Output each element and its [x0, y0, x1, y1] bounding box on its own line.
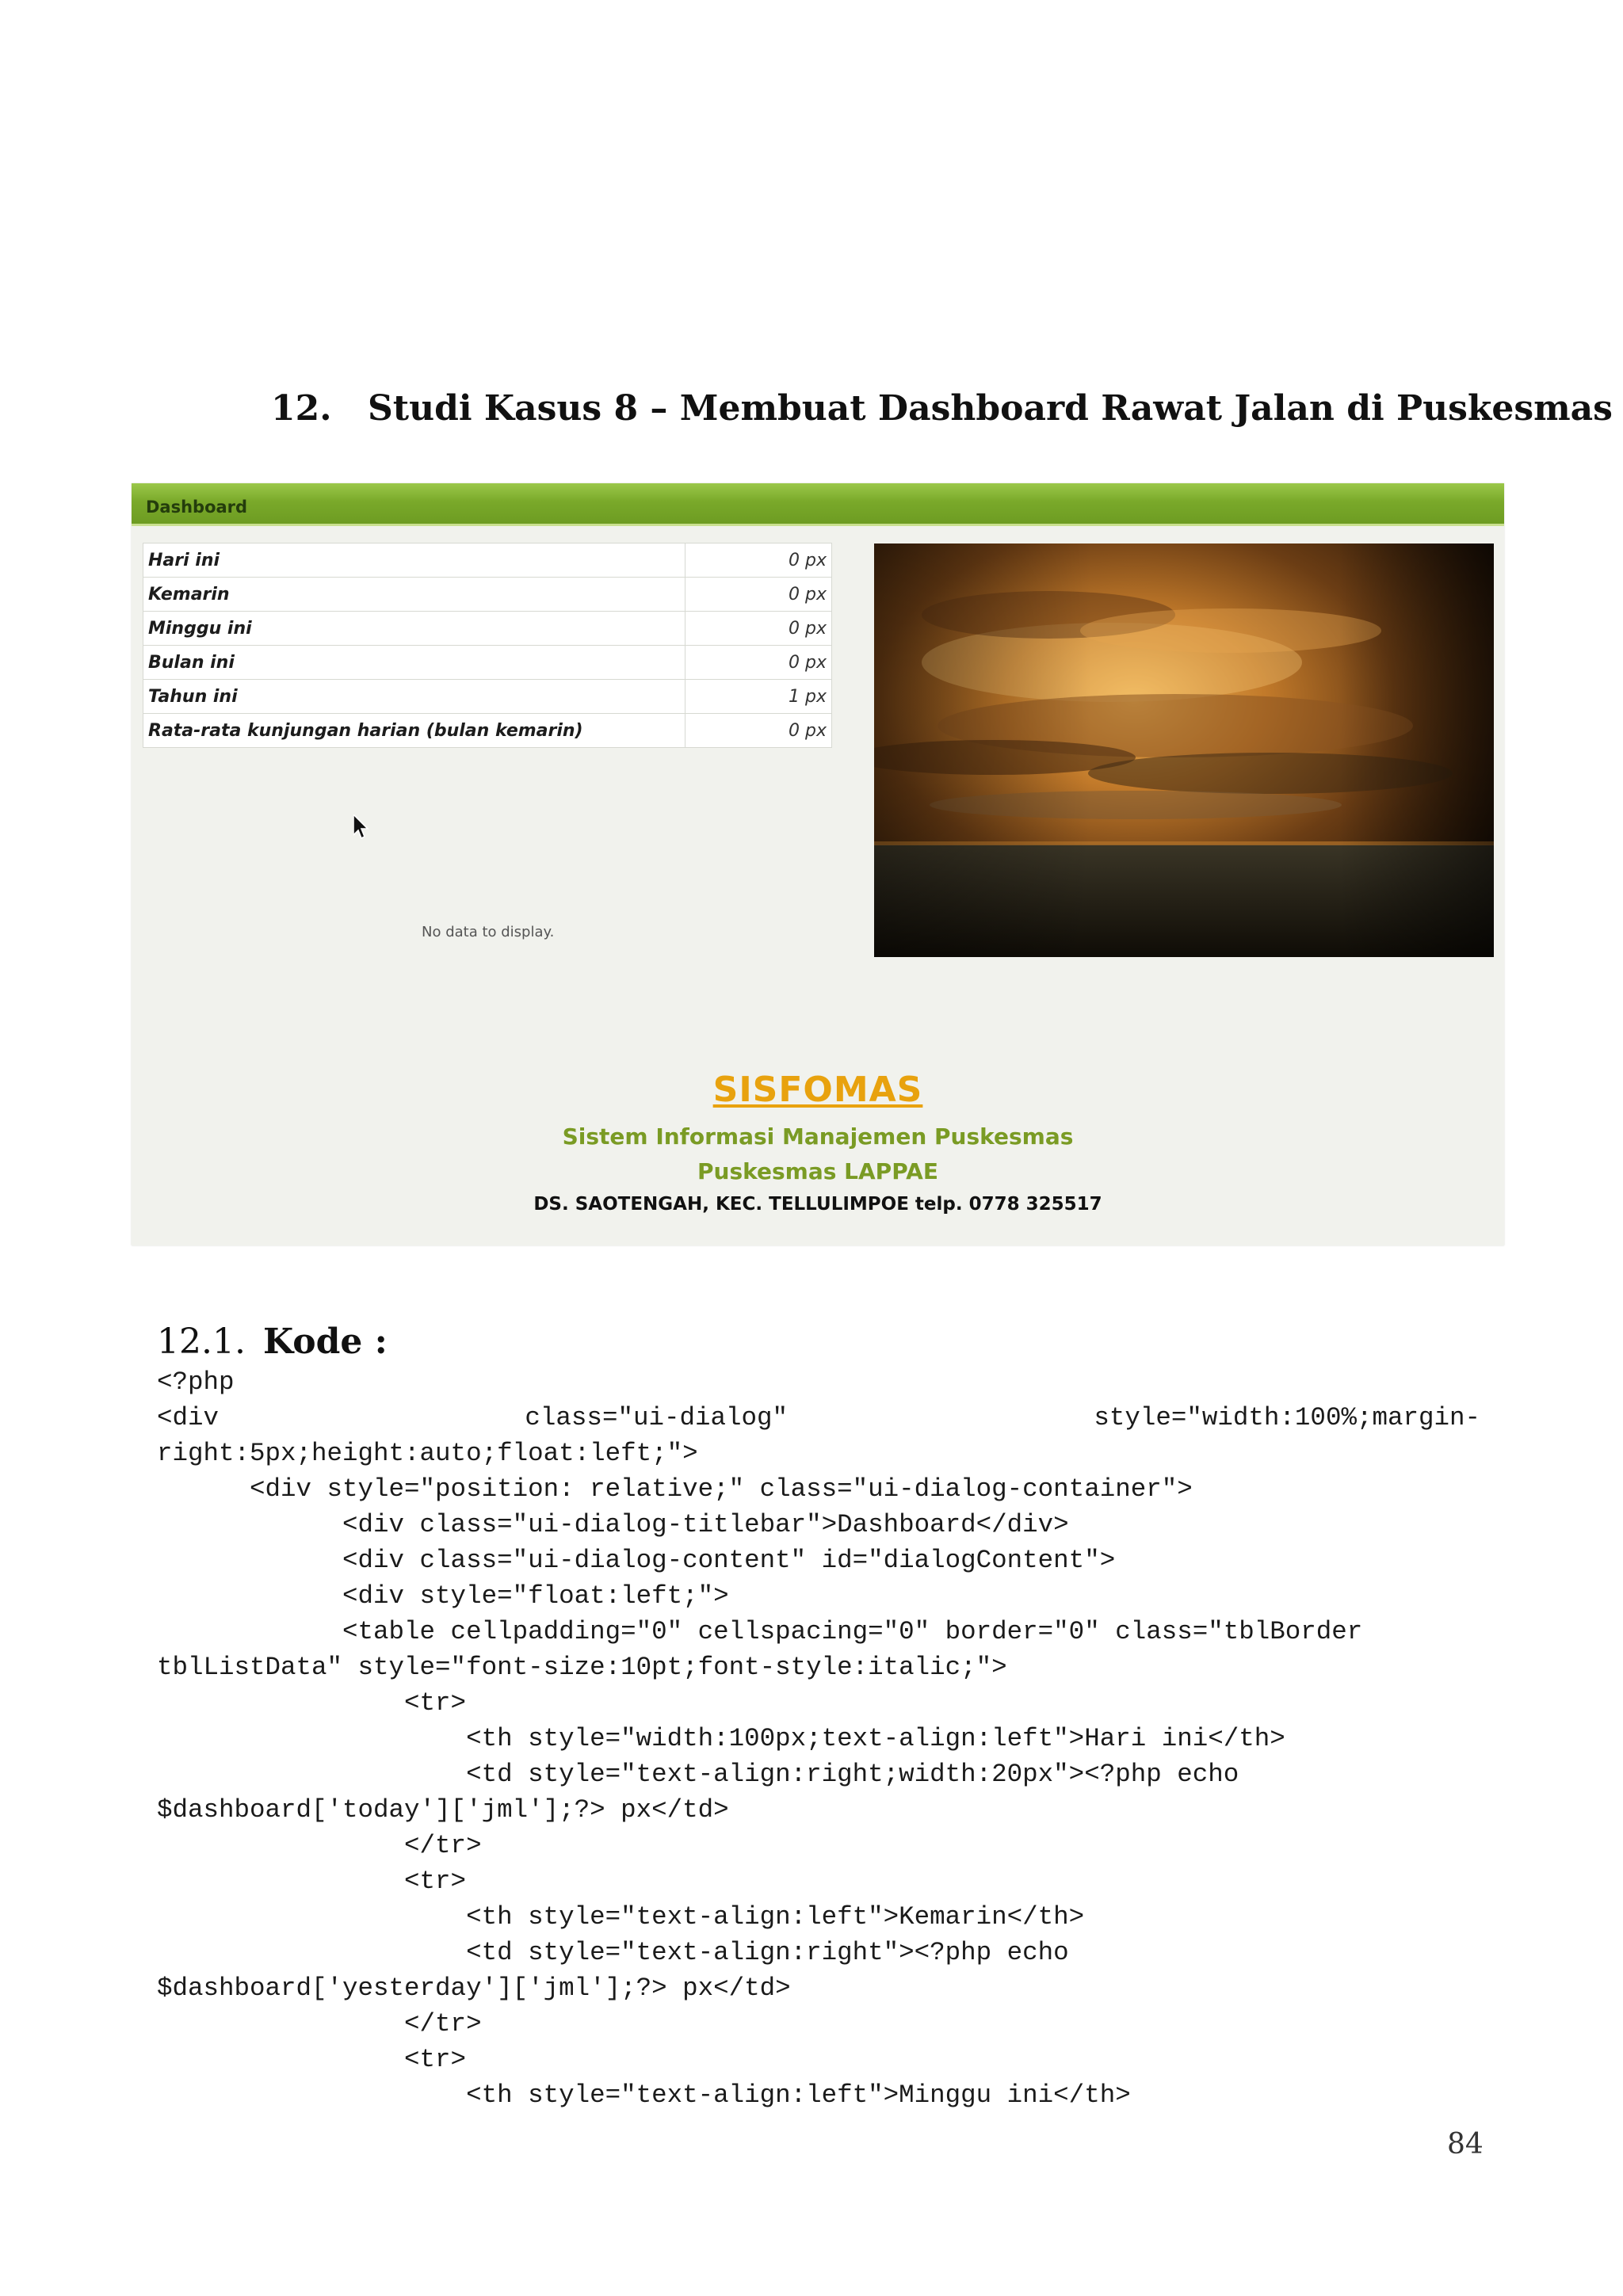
brand-unit: Puskesmas LAPPAE [697, 1158, 938, 1184]
code-line: <th style="width:100px;text-align:left">Hari ini</th> [157, 1724, 1285, 1753]
stat-label: Rata-rata kunjungan harian (bulan kemarin) [143, 714, 685, 748]
stat-label: Tahun ini [143, 680, 685, 714]
code-line: </tr> [157, 1831, 482, 1860]
section-title: Studi Kasus 8 – Membuat Dashboard Rawat Jalan di Puskesmas [368, 388, 1613, 429]
table-row [143, 714, 832, 748]
section-number: 12. [271, 388, 332, 429]
stat-value: 0 px [685, 543, 832, 578]
code-line: <td style="text-align:right;width:20px"><?php echo [157, 1760, 1239, 1789]
section-heading [271, 388, 1613, 429]
table-row [143, 612, 832, 646]
brand-logo-text: SISFOMAS [712, 1070, 923, 1110]
code-token: class="ui-dialog" [525, 1403, 788, 1432]
code-token: <div [157, 1403, 220, 1432]
stat-value: 0 px [685, 714, 832, 748]
code-line [157, 1400, 1480, 1436]
code-line: <td style="text-align:right"><?php echo [157, 1938, 1069, 1967]
code-line: <th style="text-align:left">Minggu ini</th> [157, 2081, 1131, 2110]
dashboard-screenshot [132, 483, 1504, 1245]
code-line: <tr> [157, 1867, 467, 1896]
dialog-titlebar: Dashboard [132, 483, 1504, 526]
subsection-title: Kode : [262, 1322, 388, 1362]
code-line: <tr> [157, 2045, 467, 2074]
subsection-heading [157, 1322, 388, 1362]
stat-label: Minggu ini [143, 612, 685, 646]
code-line: <table cellpadding="0" cellspacing="0" border="0" class="tblBorder [157, 1617, 1363, 1646]
stat-value: 1 px [685, 680, 832, 714]
stat-value: 0 px [685, 578, 832, 612]
code-line: <div style="position: relative;" class="ui-dialog-container"> [157, 1474, 1193, 1504]
table-row [143, 680, 832, 714]
code-listing [157, 1364, 1480, 2113]
subsection-number: 12.1. [157, 1322, 246, 1362]
page-number: 84 [1447, 2128, 1484, 2161]
stat-value: 0 px [685, 646, 832, 680]
code-line: <th style="text-align:left">Kemarin</th> [157, 1902, 1085, 1932]
stat-label: Bulan ini [143, 646, 685, 680]
code-line: $dashboard['yesterday']['jml'];?> px</td> [157, 1974, 791, 2003]
code-line: <?php [157, 1367, 235, 1397]
code-line: <div style="float:left;"> [157, 1581, 729, 1611]
table-row [143, 646, 832, 680]
stat-label: Hari ini [143, 543, 685, 578]
code-line: right:5px;height:auto;float:left;"> [157, 1439, 698, 1468]
stat-label: Kemarin [143, 578, 685, 612]
code-line: <div class="ui-dialog-titlebar">Dashboard</div> [157, 1510, 1069, 1539]
stat-value: 0 px [685, 612, 832, 646]
code-line: </tr> [157, 2009, 482, 2039]
brand-address: DS. SAOTENGAH, KEC. TELLULIMPOE telp. 0778 325517 [533, 1194, 1102, 1215]
mouse-cursor-icon [353, 814, 372, 841]
table-row [143, 543, 832, 578]
code-line: tblListData" style="font-size:10pt;font-style:italic;"> [157, 1653, 1007, 1682]
code-line: <div class="ui-dialog-content" id="dialogContent"> [157, 1546, 1116, 1575]
chart-empty-message: No data to display. [422, 924, 555, 940]
visit-stats-table [143, 543, 832, 748]
code-token: style="width:100%;margin- [1094, 1403, 1480, 1432]
brand-subtitle: Sistem Informasi Manajemen Puskesmas [562, 1123, 1074, 1150]
table-row [143, 578, 832, 612]
sunset-photo [874, 543, 1494, 957]
code-line: $dashboard['today']['jml'];?> px</td> [157, 1795, 729, 1825]
code-line: <tr> [157, 1688, 467, 1718]
